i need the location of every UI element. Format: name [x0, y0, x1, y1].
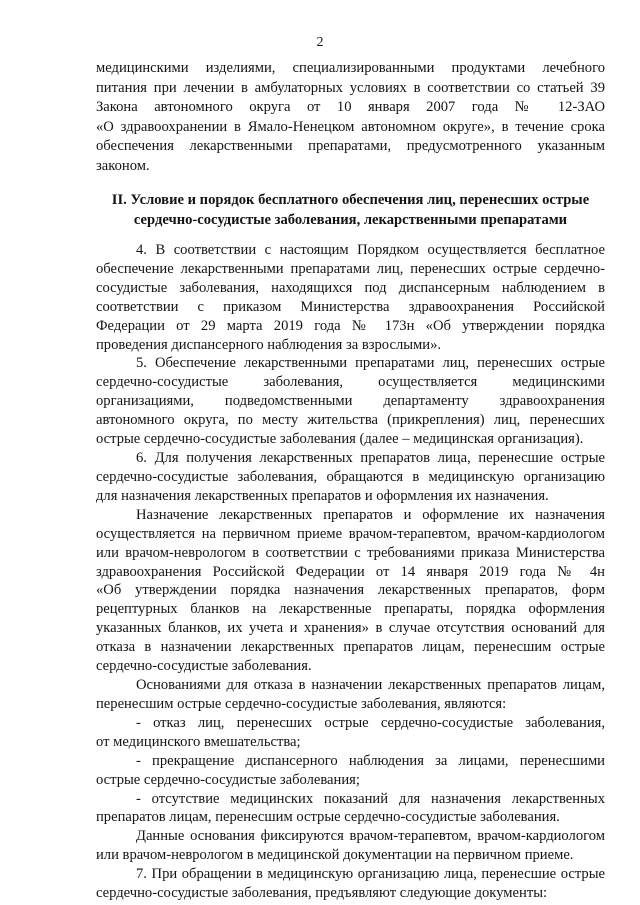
text-line: Данные основания фиксируются врачом-терапевтом, врачом-кардиологом: [136, 828, 605, 845]
text-line: организациями, подведомственными департаменту здравоохранения: [96, 393, 605, 410]
text-line: сердечно-сосудистые заболевания, обращаются в медицинскую организацию: [96, 468, 605, 485]
text-line: для назначения лекарственных препаратов и оформления их назначения.: [96, 487, 549, 504]
paragraph-6: [96, 449, 605, 506]
text-line: питания при лечении в амбулаторных условиях в соответствии со статьей 39: [96, 79, 605, 96]
text-line: 6. Для получения лекарственных препаратов лица, перенесшие острые: [136, 450, 605, 467]
text-line: осуществляется на первичном приеме врачом-терапевтом, врачом-кардиологом: [96, 525, 605, 542]
text-line: отказа в назначении лекарственных препаратов лицам, перенесшим острые: [96, 639, 605, 656]
paragraph-7: [96, 865, 605, 903]
text-line: 4. В соответствии с настоящим Порядком осуществляется бесплатное: [136, 242, 605, 258]
text-line: соответствии с приказом Министерства здравоохранения Российской: [96, 298, 605, 315]
text-line: здравоохранения Российской Федерации от 14 января 2019 года № 4н: [96, 563, 605, 580]
text-line: острые сердечно-сосудистые заболевания;: [96, 771, 360, 788]
text-line: проведения диспансерного наблюдения за взрослыми».: [96, 336, 442, 353]
text-line: Назначение лекарственных препаратов и оформление их назначения: [136, 506, 605, 523]
section-heading-line: II. Условие и порядок бесплатного обеспечения лиц, перенесших острые: [111, 192, 590, 208]
text-line: медицинскими изделиями, специализированными продуктами лечебного: [96, 60, 605, 76]
text-line: 5. Обеспечение лекарственными препаратами лиц, перенесших острые: [136, 355, 605, 372]
text-line: «О здравоохранении в Ямало-Ненецком автономном округе», в течение срока: [96, 118, 605, 135]
text-line: рецептурных бланков на лекарственные препараты, порядка оформления: [96, 601, 605, 618]
text-line: - прекращение диспансерного наблюдения за лицами, перенесшими: [136, 752, 605, 769]
paragraph-5: [96, 354, 605, 449]
text-line: перенесшим острые сердечно-сосудистые заболевания, являются:: [96, 695, 507, 712]
text-line: сердечно-сосудистые заболевания, предъявляют следующие документы:: [96, 885, 548, 902]
text-line: от медицинского вмешательства;: [96, 733, 301, 750]
text-line: препаратов лицам, перенесшим острые сердечно-сосудистые заболевания.: [96, 809, 560, 826]
list-item: [96, 790, 605, 828]
text-line: обеспечение лекарственными препаратами лиц, перенесших острые сердечно-: [96, 260, 605, 277]
text-line: указанных бланков, их учета и хранения» в случае отсутствия оснований для: [96, 620, 605, 637]
text-line: законом.: [96, 157, 150, 174]
text-line: сердечно-сосудистые заболевания.: [96, 658, 312, 675]
text-line: обеспечения лекарственными препаратами, предусмотренного указанным: [96, 138, 605, 155]
text-line: сосудистые заболевания, находящихся под диспансерным наблюдением в: [96, 279, 605, 296]
text-line: Закона автономного округа от 10 января 2007 года № 12-ЗАО: [96, 99, 605, 116]
paragraph-refusal-grounds: [96, 676, 605, 714]
section-heading-line: сердечно-сосудистые заболевания, лекарственными препаратами: [133, 212, 568, 228]
text-line: Федерации от 29 марта 2019 года № 173н «Об утверждении порядка: [96, 317, 605, 334]
page-number: 2: [316, 35, 324, 50]
intro-paragraph: [96, 59, 605, 177]
paragraph-4: [96, 241, 605, 354]
text-line: острые сердечно-сосудистые заболевания (далее – медицинская организация).: [96, 431, 584, 448]
text-line: - отсутствие медицинских показаний для назначения лекарственных: [136, 790, 605, 807]
list-item: [96, 714, 605, 752]
paragraph-fixation: [96, 827, 605, 865]
text-line: «Об утверждении порядка назначения лекарственных препаратов, форм: [96, 582, 605, 599]
text-line: или врачом-неврологом в медицинской документации на первичном приеме.: [96, 847, 574, 864]
text-line: сердечно-сосудистые заболевания, осуществляется медицинскими: [96, 374, 605, 391]
text-line: 7. При обращении в медицинскую организацию лица, перенесшие острые: [136, 866, 605, 883]
text-line: - отказ лиц, перенесших острые сердечно-сосудистые заболевания,: [136, 714, 605, 731]
paragraph-appointment: [96, 506, 605, 676]
text-line: Основаниями для отказа в назначении лекарственных препаратов лицам,: [136, 677, 605, 694]
list-item: [96, 752, 605, 790]
text-line: автономного округа, по месту жительства (прикрепления) лиц, перенесших: [96, 412, 605, 429]
section-heading: [96, 190, 605, 230]
text-line: или врачом-неврологом в соответствии с требованиями приказа Министерства: [96, 544, 605, 561]
